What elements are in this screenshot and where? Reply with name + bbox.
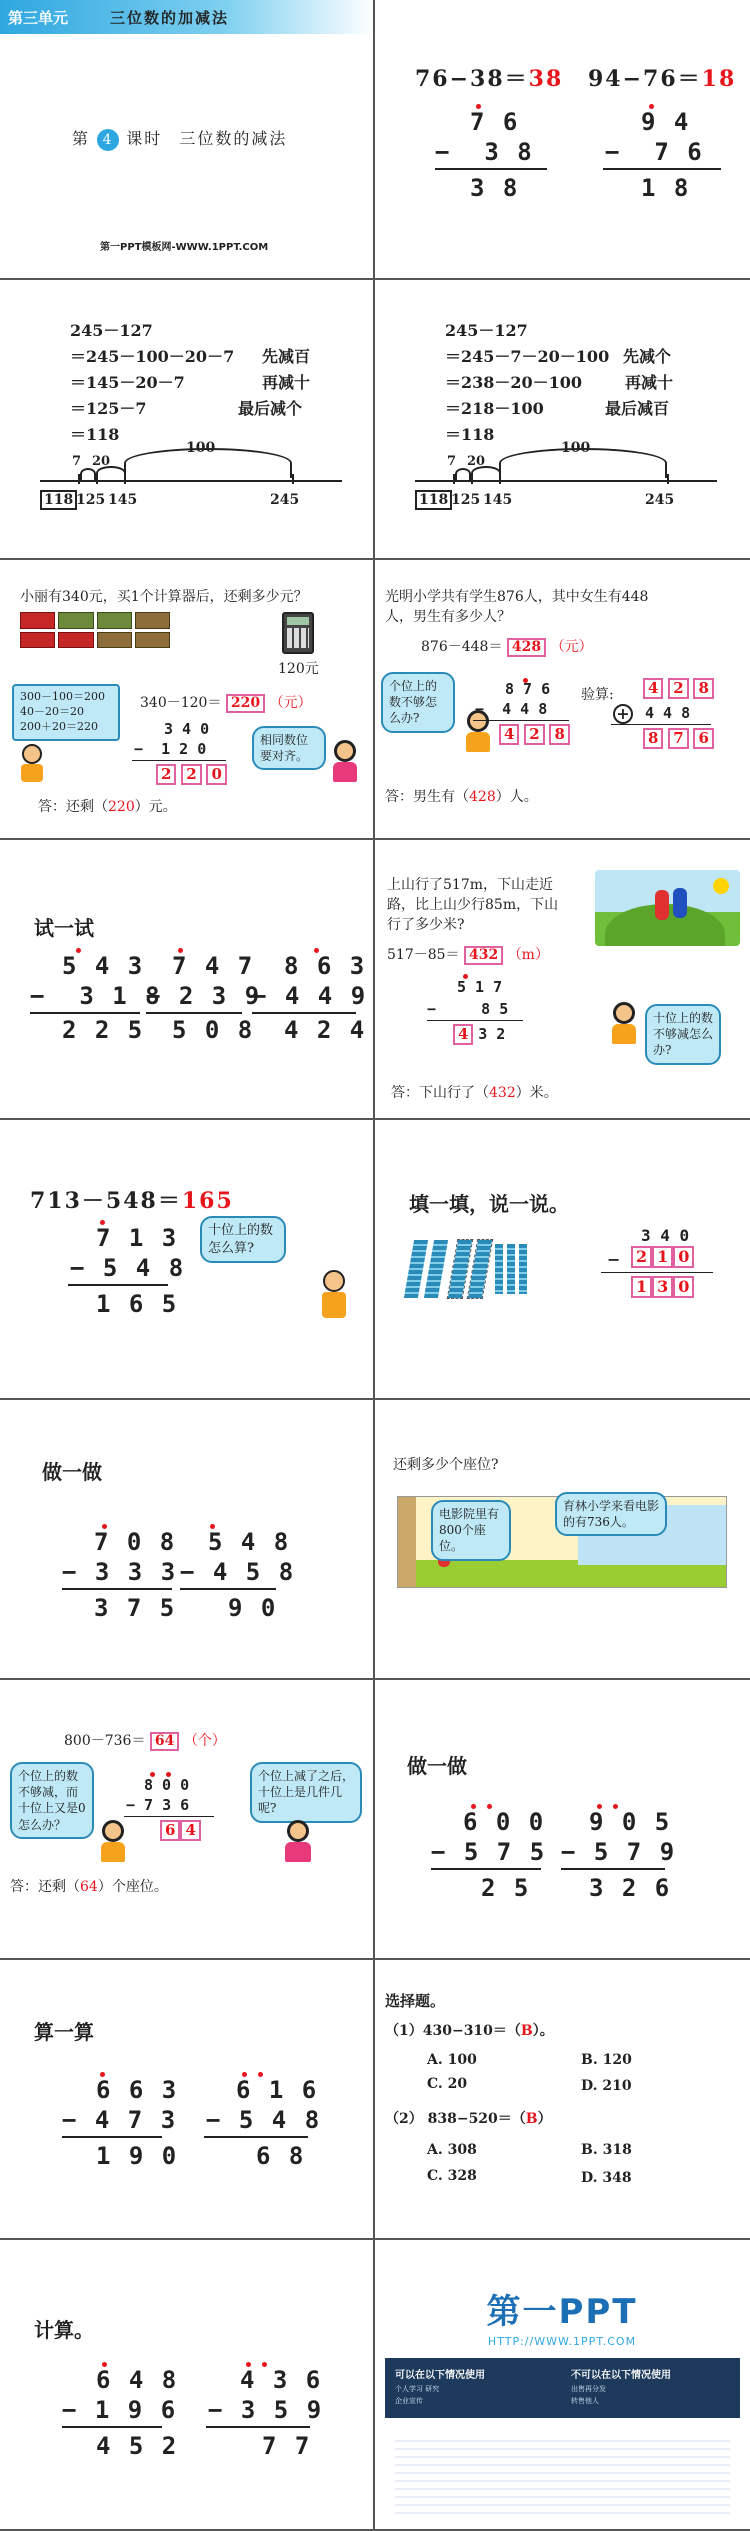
p1-sub: − 4 7 3 bbox=[62, 2106, 178, 2134]
vertical-sub: − 8 5 bbox=[427, 1000, 509, 1018]
vertical-top: 8 7 6 bbox=[505, 680, 551, 698]
bubble-line: 200＋20＝220 bbox=[20, 719, 98, 733]
bubble-text: 电影院里有800个座位。 bbox=[439, 1507, 500, 1554]
check-label: 验算: bbox=[581, 687, 614, 703]
tick bbox=[96, 474, 98, 484]
p2-top: 9 0 5 bbox=[589, 1808, 672, 1836]
answer-line bbox=[391, 1082, 558, 1102]
tens-bubble bbox=[645, 1004, 721, 1065]
p1-sub: − 3 3 3 bbox=[62, 1558, 178, 1586]
col-b-result: 1 8 bbox=[641, 174, 691, 202]
slide-title: 试一试 bbox=[34, 916, 94, 940]
question-line-3: 行了多少米? bbox=[387, 917, 465, 933]
vertical-top: 8 0 0 bbox=[144, 1776, 190, 1794]
eq-answer: 165 bbox=[181, 1188, 234, 1214]
ones-bubble bbox=[381, 672, 455, 733]
line-5: ＝118 bbox=[70, 425, 120, 444]
slide-8-mountain-problem bbox=[375, 840, 750, 1120]
p2-rule bbox=[204, 2136, 308, 2138]
q2-option-c[interactable]: C. 328 bbox=[427, 2168, 477, 2184]
line-1: 245－127 bbox=[445, 321, 528, 340]
note-2: 先减个 bbox=[623, 347, 672, 366]
vertical-result bbox=[160, 1820, 201, 1841]
p2-rule bbox=[561, 1868, 665, 1870]
banknote-icon bbox=[20, 632, 55, 649]
line-1: 245－127 bbox=[70, 321, 153, 340]
money-image bbox=[20, 612, 170, 648]
slide-14-practice bbox=[375, 1680, 750, 1960]
slide-title: 选择题。 bbox=[385, 1992, 446, 2010]
p1-res: 2 5 bbox=[481, 1874, 531, 1902]
slide-16-multiple-choice bbox=[375, 1960, 750, 2240]
bubble-line: 40－20＝20 bbox=[20, 704, 84, 718]
step-20: 20 bbox=[92, 454, 111, 469]
digit-box: 2 bbox=[156, 764, 176, 785]
p1-sub: − 5 7 5 bbox=[431, 1838, 547, 1866]
bubble-seats bbox=[431, 1500, 511, 1561]
line-5: ＝118 bbox=[445, 425, 495, 444]
p1-rule bbox=[62, 2136, 162, 2138]
plus-icon: + bbox=[613, 704, 633, 724]
slide-15-calculate bbox=[0, 1960, 375, 2240]
p2-res: 7 7 bbox=[262, 2432, 312, 2460]
eq-text: 800－736＝ bbox=[64, 1733, 146, 1749]
digit-box: 6 bbox=[693, 728, 713, 749]
answer-post: ）元。 bbox=[134, 799, 177, 815]
answer-pre: 答：男生有（ bbox=[385, 789, 469, 805]
digit-box: 4 bbox=[643, 678, 663, 699]
slide-18-brand bbox=[375, 2240, 750, 2531]
digit-box: 2 bbox=[181, 764, 201, 785]
girl-figure bbox=[609, 1002, 639, 1048]
number-line bbox=[40, 480, 342, 482]
p2-top: 4 3 6 bbox=[240, 2366, 323, 2394]
question-1 bbox=[385, 2020, 554, 2040]
col-b-rule bbox=[603, 168, 721, 170]
step-7: 7 bbox=[447, 454, 457, 469]
question-text: 还剩多少个座位? bbox=[393, 1457, 499, 1473]
eq1-answer: 38 bbox=[528, 66, 564, 92]
digit-box: 8 bbox=[693, 678, 713, 699]
p1-res: 3 7 5 bbox=[94, 1594, 177, 1622]
p1-rule bbox=[62, 1588, 172, 1590]
block-icon bbox=[468, 1240, 492, 1298]
tick bbox=[499, 474, 501, 484]
lesson-line bbox=[72, 126, 287, 151]
slide-12-cinema-question bbox=[375, 1400, 750, 1680]
vertical-sub: − 7 3 6 bbox=[126, 1796, 190, 1814]
allowed-2: 企业宣传 bbox=[395, 2397, 423, 2405]
vertical-rule bbox=[68, 1284, 168, 1286]
equation bbox=[140, 692, 312, 713]
equation-2 bbox=[588, 62, 736, 93]
label-125: 125 bbox=[451, 492, 481, 508]
question-line-2: 路，比上山少行85m，下山 bbox=[387, 897, 559, 913]
q1-end: ）。 bbox=[532, 2023, 554, 2039]
slide-10-fill-in bbox=[375, 1120, 750, 1400]
eq2-answer: 18 bbox=[701, 66, 737, 92]
hiking-image bbox=[595, 870, 740, 946]
digit-box: 8 bbox=[549, 724, 569, 745]
block-icon bbox=[495, 1244, 503, 1294]
boy-figure bbox=[318, 1270, 350, 1320]
check-add: 4 4 8 bbox=[645, 704, 691, 722]
digit-box: 2 bbox=[668, 678, 688, 699]
bubble-text: 育林小学来看电影的有736人。 bbox=[563, 1499, 660, 1530]
bubble-text: 十位上的数怎么算? bbox=[208, 1223, 274, 1256]
tens-bubble bbox=[250, 1762, 362, 1823]
label-118: 118 bbox=[415, 490, 452, 510]
p2-top: 7 4 7 bbox=[172, 952, 255, 980]
answer-line bbox=[38, 796, 177, 816]
digit-box: 6 bbox=[160, 1820, 180, 1841]
eq-unit: （元） bbox=[550, 639, 593, 655]
method-bubble bbox=[12, 684, 120, 741]
lesson-number: 4 bbox=[97, 129, 119, 151]
p2-rule bbox=[206, 2426, 310, 2428]
answer-pre: 答：下山行了（ bbox=[391, 1085, 489, 1101]
q2-option-b[interactable]: B. 318 bbox=[581, 2142, 632, 2158]
forbidden-2: 转售他人 bbox=[571, 2397, 599, 2405]
arc-7 bbox=[80, 468, 96, 480]
slide-9-tens-place bbox=[0, 1120, 375, 1400]
vertical-top: 7 1 3 bbox=[96, 1224, 179, 1252]
q2-text: （2） 838−520＝（ bbox=[385, 2111, 526, 2127]
tick bbox=[78, 474, 80, 484]
label-145: 145 bbox=[483, 492, 513, 508]
arc-label: 100 bbox=[561, 440, 591, 456]
col-b-top: 9 4 bbox=[641, 108, 691, 136]
p2-rule bbox=[180, 1588, 276, 1590]
slide-title: 做一做 bbox=[407, 1754, 467, 1778]
unit-label: 第三单元 bbox=[8, 9, 69, 27]
eq1-text: 76−38＝ bbox=[415, 66, 529, 92]
slide-17-compute bbox=[0, 2240, 375, 2531]
answer-value: 220 bbox=[108, 799, 135, 815]
answer-post: ）米。 bbox=[515, 1085, 558, 1101]
lesson-suffix: 课时 bbox=[126, 129, 163, 148]
tick bbox=[453, 474, 455, 484]
allowed-heading: 可以在以下情况使用 bbox=[395, 2370, 485, 2381]
eq-answer-box: 432 bbox=[464, 946, 503, 965]
p2-sub: − 2 3 9 bbox=[146, 982, 262, 1010]
slide-11-practice bbox=[0, 1400, 375, 1680]
girl-figure bbox=[330, 740, 360, 786]
answer-value: 432 bbox=[489, 1085, 516, 1101]
equation bbox=[64, 1730, 226, 1751]
forbidden-1: 出售再分发 bbox=[571, 2385, 606, 2393]
line-4: ＝218－100 bbox=[445, 399, 544, 418]
eq2-text: 94−76＝ bbox=[588, 66, 702, 92]
equation-1 bbox=[415, 62, 563, 93]
digit-box: 0 bbox=[673, 1246, 694, 1268]
p3-sub: − 4 4 9 bbox=[252, 982, 368, 1010]
slide-1-cover bbox=[0, 0, 375, 280]
line-3: ＝238－20－100 bbox=[445, 373, 583, 392]
label-245: 245 bbox=[270, 492, 300, 508]
digit-box: 4 bbox=[499, 724, 519, 745]
align-bubble bbox=[252, 726, 326, 770]
note-2: 先减百 bbox=[262, 347, 311, 366]
note-3: 再减十 bbox=[625, 373, 674, 392]
block-icon bbox=[424, 1240, 448, 1298]
note-3: 再减十 bbox=[262, 373, 311, 392]
digit-box: 2 bbox=[524, 724, 544, 745]
digit-box: 8 bbox=[643, 728, 663, 749]
answer-pre: 答：还剩（ bbox=[38, 799, 108, 815]
digit-box: 2 bbox=[631, 1246, 652, 1268]
check-rule bbox=[611, 724, 711, 725]
tick bbox=[471, 474, 473, 484]
answer-line bbox=[385, 786, 538, 806]
banknote-icon bbox=[135, 612, 170, 629]
vertical-result: 1 6 5 bbox=[96, 1290, 179, 1318]
vertical-rule bbox=[601, 1272, 713, 1273]
banknote-icon bbox=[20, 612, 55, 629]
col-b-sub: − 7 6 bbox=[605, 138, 704, 166]
eq-answer-box: 220 bbox=[226, 694, 265, 713]
allowed-1: 个人学习 研究 bbox=[395, 2385, 440, 2393]
question-line-1: 光明小学共有学生876人，其中女生有448 bbox=[385, 589, 649, 605]
tick bbox=[292, 474, 294, 484]
digit-box: 3 bbox=[652, 1276, 673, 1298]
slide-4-method-ones-first bbox=[375, 280, 750, 560]
answer-line bbox=[10, 1876, 168, 1896]
bubble-students bbox=[555, 1492, 667, 1536]
tens-bubble bbox=[200, 1216, 286, 1263]
p1-sub: − 1 9 6 bbox=[62, 2396, 178, 2424]
minus-sign: − bbox=[607, 1250, 621, 1269]
question-text: 小丽有340元，买1个计算器后，还剩多少元？ bbox=[20, 589, 308, 605]
banknote-icon bbox=[58, 612, 93, 629]
vertical-sub: − 5 4 8 bbox=[70, 1254, 186, 1282]
vertical-rule bbox=[473, 720, 569, 721]
vertical-result bbox=[631, 1276, 694, 1298]
p2-res: 9 0 bbox=[228, 1594, 278, 1622]
p1-res: 2 2 5 bbox=[62, 1016, 145, 1044]
p3-res: 4 2 4 bbox=[284, 1016, 367, 1044]
q2-option-d[interactable]: D. 348 bbox=[581, 2170, 632, 2186]
forbidden-heading: 不可以在以下情况使用 bbox=[571, 2370, 671, 2381]
vertical-rule bbox=[427, 1020, 523, 1021]
slide-title: 计算。 bbox=[34, 2318, 94, 2342]
brand-logo bbox=[467, 2284, 657, 2348]
eq-answer-box: 64 bbox=[150, 1732, 179, 1751]
p2-sub: − 5 4 8 bbox=[206, 2106, 322, 2134]
col-a-top: 7 6 bbox=[470, 108, 520, 136]
q1-option-c[interactable]: C. 20 bbox=[427, 2076, 468, 2092]
equation bbox=[387, 944, 549, 965]
p1-res: 4 5 2 bbox=[96, 2432, 179, 2460]
p2-sub: − 4 5 8 bbox=[180, 1558, 296, 1586]
vertical-result bbox=[453, 1024, 505, 1045]
answer-value: 64 bbox=[80, 1879, 98, 1895]
block-icon bbox=[519, 1244, 527, 1294]
digit-box: 1 bbox=[652, 1246, 673, 1268]
eq-unit: （m） bbox=[507, 947, 549, 963]
p1-top: 6 0 0 bbox=[463, 1808, 546, 1836]
lesson-prefix: 第 bbox=[72, 129, 91, 148]
eq-unit: （个） bbox=[183, 1733, 226, 1749]
digit-box: 1 bbox=[631, 1276, 652, 1298]
p1-rule bbox=[30, 1012, 140, 1014]
number-line bbox=[415, 480, 717, 482]
check-top bbox=[643, 678, 714, 699]
slide-title: 填一填，说一说。 bbox=[409, 1192, 569, 1216]
p1-top: 6 6 3 bbox=[96, 2076, 179, 2104]
p2-res: 5 0 8 bbox=[172, 1016, 255, 1044]
banknote-icon bbox=[135, 632, 170, 649]
digit-box: 4 bbox=[180, 1820, 200, 1841]
label-125: 125 bbox=[76, 492, 106, 508]
arc-label: 100 bbox=[186, 440, 216, 456]
slide-2-subtraction bbox=[375, 0, 750, 280]
p1-top: 5 4 3 bbox=[62, 952, 145, 980]
tick bbox=[124, 474, 126, 484]
vertical-rule bbox=[132, 760, 226, 761]
p1-res: 1 9 0 bbox=[96, 2142, 179, 2170]
slide-13-seats-problem bbox=[0, 1680, 375, 1960]
place-value-blocks bbox=[409, 1240, 539, 1298]
bubble-text: 个位上的数不够减，而十位上又是0怎么办？ bbox=[18, 1769, 86, 1832]
zero-bubble bbox=[10, 1762, 94, 1839]
line-2: ＝245－100－20－7 bbox=[70, 347, 235, 366]
p2-sub: − 5 7 9 bbox=[561, 1838, 677, 1866]
vertical-sub bbox=[631, 1246, 694, 1268]
digit-box: 4 bbox=[453, 1024, 473, 1045]
price-label: 120元 bbox=[278, 661, 319, 677]
girl-figure bbox=[98, 1820, 128, 1864]
eq-text: 517－85＝ bbox=[387, 947, 460, 963]
block-icon bbox=[507, 1244, 515, 1294]
slide-title: 做一做 bbox=[42, 1460, 102, 1484]
vertical-rule bbox=[124, 1816, 214, 1817]
step-20: 20 bbox=[467, 454, 486, 469]
answer-pre: 答：还剩（ bbox=[10, 1879, 80, 1895]
question-line-2: 人，男生有多少人？ bbox=[385, 609, 511, 625]
eq-text: 340－120＝ bbox=[140, 695, 222, 711]
q1-option-d[interactable]: D. 210 bbox=[581, 2078, 632, 2094]
label-118: 118 bbox=[40, 490, 77, 510]
slide-7-try-it bbox=[0, 840, 375, 1120]
slide-5-calculator-problem bbox=[0, 560, 375, 840]
result-digits: 3 2 bbox=[478, 1025, 506, 1043]
usage-panel bbox=[385, 2358, 740, 2418]
equation bbox=[421, 636, 593, 657]
q2-answer: B bbox=[525, 2111, 538, 2127]
boy-figure bbox=[18, 744, 46, 784]
digit-box: 0 bbox=[206, 764, 226, 785]
vertical-result bbox=[499, 724, 570, 745]
q2-end: ） bbox=[537, 2111, 552, 2127]
note-4: 最后减百 bbox=[605, 399, 670, 418]
eq-answer-box: 428 bbox=[507, 638, 546, 657]
equation bbox=[30, 1184, 234, 1215]
banknote-icon bbox=[58, 632, 93, 649]
bubble-line: 300－100＝200 bbox=[20, 690, 105, 703]
brand-url: HTTP://WWW.1PPT.COM bbox=[487, 2335, 637, 2348]
cover-footer: 第一PPT模板网-WWW.1PPT.COM bbox=[100, 242, 269, 253]
brand-name: 第一PPT bbox=[486, 2292, 638, 2332]
answer-post: ）人。 bbox=[495, 789, 538, 805]
slide-3-method-hundreds-first bbox=[0, 280, 375, 560]
link-list bbox=[395, 2434, 730, 2514]
vertical-sub: − 1 2 0 bbox=[134, 740, 207, 758]
q1-answer: B bbox=[520, 2023, 533, 2039]
p1-top: 7 0 8 bbox=[94, 1528, 177, 1556]
check-result bbox=[643, 728, 714, 749]
vertical-sub: − 4 4 8 bbox=[475, 700, 548, 718]
bubble-text: 十位上的数不够减怎么办? bbox=[653, 1011, 714, 1058]
digit-box: 0 bbox=[673, 1276, 694, 1298]
lesson-topic: 三位数的减法 bbox=[179, 129, 288, 148]
p3-rule bbox=[252, 1012, 356, 1014]
line-4: ＝125－7 bbox=[70, 399, 147, 418]
p2-rule bbox=[146, 1012, 242, 1014]
q2-option-a[interactable]: A. 308 bbox=[427, 2142, 477, 2158]
col-a-rule bbox=[435, 168, 547, 170]
p2-res: 3 2 6 bbox=[589, 1874, 672, 1902]
col-a-sub: − 3 8 bbox=[435, 138, 534, 166]
banknote-icon bbox=[97, 632, 132, 649]
label-145: 145 bbox=[108, 492, 138, 508]
tick bbox=[667, 474, 669, 484]
vertical-top: 5 1 7 bbox=[457, 978, 503, 996]
vertical-result bbox=[156, 764, 227, 785]
question-line-1: 上山行了517m，下山走近 bbox=[387, 877, 553, 893]
p2-top: 5 4 8 bbox=[208, 1528, 291, 1556]
p3-top: 8 6 3 bbox=[284, 952, 367, 980]
label-245: 245 bbox=[645, 492, 675, 508]
q1-option-a[interactable]: A. 100 bbox=[427, 2052, 477, 2068]
unit-title: 三位数的加减法 bbox=[110, 9, 230, 27]
q1-option-b[interactable]: B. 120 bbox=[581, 2052, 632, 2068]
note-4: 最后减个 bbox=[238, 399, 303, 418]
answer-post: ）个座位。 bbox=[97, 1879, 168, 1895]
p1-rule bbox=[431, 1868, 541, 1870]
p2-res: 6 8 bbox=[256, 2142, 306, 2170]
girl-figure bbox=[282, 1820, 314, 1866]
arc-7 bbox=[455, 468, 471, 480]
col-a-result: 3 8 bbox=[470, 174, 520, 202]
p1-rule bbox=[62, 2426, 162, 2428]
line-2: ＝245－7－20－100 bbox=[445, 347, 610, 366]
step-7: 7 bbox=[72, 454, 82, 469]
bubble-text: 个位上的数不够怎么办? bbox=[389, 679, 438, 726]
bubble-text: 个位上减了之后，十位上是几件几呢? bbox=[258, 1769, 355, 1816]
bubble-text: 相同数位要对齐。 bbox=[260, 733, 309, 764]
calculator-icon bbox=[282, 612, 314, 654]
eq-text: 713－548＝ bbox=[30, 1188, 182, 1214]
slide-title: 算一算 bbox=[34, 2020, 94, 2044]
p2-top: 6 1 6 bbox=[236, 2076, 319, 2104]
p1-sub: − 3 1 8 bbox=[30, 982, 162, 1010]
digit-box: 7 bbox=[668, 728, 688, 749]
eq-unit: （元） bbox=[269, 695, 312, 711]
answer-value: 428 bbox=[469, 789, 496, 805]
q1-text: （1）430−310＝（ bbox=[385, 2023, 521, 2039]
banknote-icon bbox=[97, 612, 132, 629]
slide-6-students-problem bbox=[375, 560, 750, 840]
vertical-top: 3 4 0 bbox=[164, 720, 210, 738]
p2-sub: − 3 5 9 bbox=[208, 2396, 324, 2424]
line-3: ＝145－20－7 bbox=[70, 373, 185, 392]
question-2 bbox=[385, 2108, 552, 2128]
vertical-top: 3 4 0 bbox=[641, 1226, 690, 1245]
p1-top: 6 4 8 bbox=[96, 2366, 179, 2394]
eq-text: 876－448＝ bbox=[421, 639, 503, 655]
